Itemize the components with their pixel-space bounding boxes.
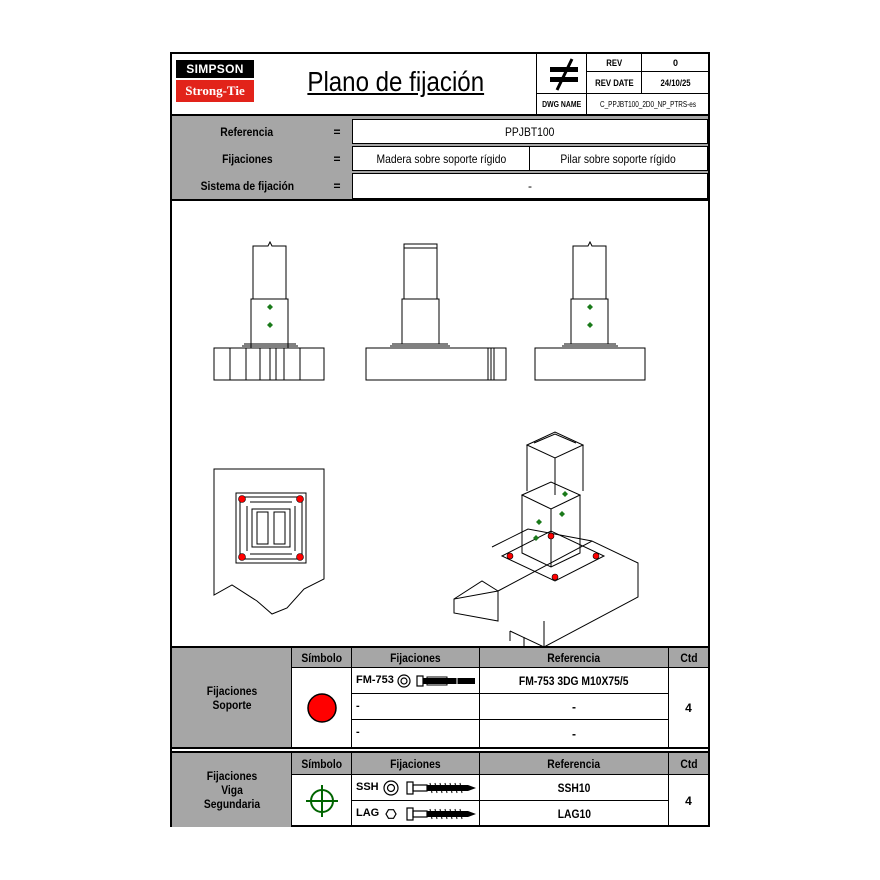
brand-strongtie: Strong-Tie: [176, 80, 254, 102]
rev-value: 0: [641, 54, 709, 72]
page-title: Plano de fijación: [307, 66, 485, 97]
referencia-label: Referencia: [220, 124, 274, 139]
side-view-middle: [366, 244, 506, 380]
soporte-row-1-fijacion: FM-753: [352, 668, 480, 694]
brand-simpson: SIMPSON: [176, 60, 254, 78]
equals-2: =: [333, 151, 341, 166]
soporte-row-1-referencia: FM-753 3DG M10X75/5: [480, 668, 669, 694]
soporte-col-referencia: Referencia: [480, 648, 669, 668]
drawing-area: [172, 201, 708, 646]
revdate-value: 24/10/25: [641, 72, 709, 94]
viga-col-fijaciones: Fijaciones: [352, 753, 480, 775]
fijaciones-value-1: Madera sobre soporte rígido: [352, 146, 530, 171]
viga-row-2-referencia: LAG10: [480, 801, 669, 827]
fijaciones-label: Fijaciones: [221, 151, 273, 166]
dwg-value: C_PPJBT100_2D0_NP_PTRS-es: [599, 99, 697, 109]
soporte-row-3-fijacion: -: [352, 720, 480, 747]
anchor-bolt-icon: [397, 673, 477, 689]
red-anchor-markers: [239, 496, 600, 581]
lag-screw-icon: [382, 805, 478, 823]
table-soporte: [172, 646, 708, 749]
soporte-row-3-referencia: -: [480, 720, 669, 747]
plan-view: [214, 469, 324, 614]
front-view-right: [535, 242, 645, 380]
soporte-symbol-cell: [292, 668, 352, 747]
sistema-value: -: [352, 173, 708, 199]
viga-row-1-referencia: SSH10: [480, 775, 669, 801]
soporte-row-2-referencia: -: [480, 694, 669, 720]
soporte-col-ctd: Ctd: [669, 648, 708, 668]
soporte-ctd: 4: [685, 700, 692, 715]
title-block: [536, 54, 708, 114]
ssh-screw-icon: [382, 779, 478, 797]
referencia-value: PPJBT100: [352, 119, 708, 144]
viga-symbol-cell: [292, 775, 352, 827]
green-crosshair-symbol-icon: [302, 781, 342, 821]
viga-group-label: Fijaciones Viga Segundaria: [172, 753, 292, 827]
viga-row-2-fijacion: LAG: [352, 801, 480, 827]
front-view-left: [214, 242, 324, 380]
soporte-row-2-fijacion: -: [352, 694, 480, 720]
viga-ctd: 4: [685, 794, 692, 808]
viga-col-simbolo: Símbolo: [292, 753, 352, 775]
soporte-col-simbolo: Símbolo: [292, 648, 352, 668]
dwg-label: DWG NAME: [537, 94, 587, 114]
not-equal-symbol: [537, 54, 587, 94]
soporte-group-label: Fijaciones Soporte: [172, 648, 292, 747]
sistema-label: Sistema de fijación: [200, 178, 294, 193]
revdate-label: REV DATE: [587, 72, 641, 94]
equals-3: =: [333, 178, 341, 193]
soporte-col-fijaciones: Fijaciones: [352, 648, 480, 668]
header: [172, 54, 708, 116]
viga-col-ctd: Ctd: [669, 753, 708, 775]
rev-label: REV: [587, 54, 641, 72]
isometric-view: [454, 432, 638, 646]
not-equal-icon: [537, 54, 587, 94]
viga-col-referencia: Referencia: [480, 753, 669, 775]
table-viga: [172, 751, 708, 827]
equals-1: =: [333, 124, 341, 139]
brand-logo: [176, 60, 254, 106]
drawing-sheet: [170, 52, 710, 827]
viga-row-1-fijacion: SSH: [352, 775, 480, 801]
fijaciones-value-2: Pilar sobre soporte rígido: [529, 146, 708, 171]
red-circle-symbol-icon: [305, 691, 339, 725]
